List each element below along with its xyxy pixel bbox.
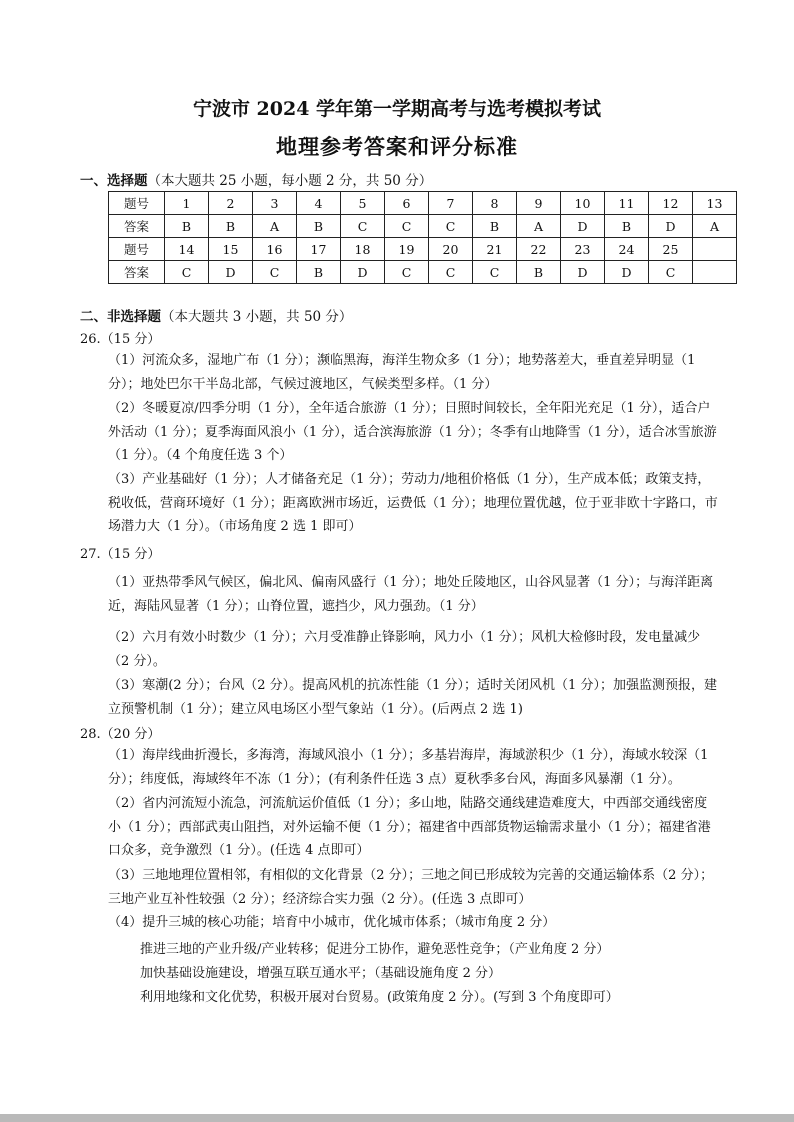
section2-note: （本大题共 3 小题，共 50 分） <box>161 309 353 325</box>
question-number-cell: 6 <box>385 192 429 215</box>
question-number-cell: 10 <box>561 192 605 215</box>
answer-cell: C <box>385 215 429 238</box>
answer-cell: B <box>517 261 561 284</box>
table-row-numbers-1 <box>109 192 737 215</box>
answer-cell: B <box>165 215 209 238</box>
section2-title: 二、非选择题 <box>80 309 161 325</box>
answer-cell: B <box>473 215 517 238</box>
empty-cell <box>693 238 737 261</box>
question-number-cell: 2 <box>209 192 253 215</box>
question-26-label: 26.（15 分） <box>80 332 161 347</box>
question-number-cell: 9 <box>517 192 561 215</box>
q28-answer-4-industry: 推进三地的产业升级/产业转移；促进分工协作，避免恶性竞争；（产业角度 2 分） <box>140 942 610 957</box>
q28-answer-3: （3）三地地理位置相邻，有相似的文化背景（2 分）；三地之间已形成较为完善的交通运输体系（2 分）；三地产业互补性较强（2 分）；经济综合实力强（2 分）。(任选 3 点即可） <box>108 868 714 907</box>
q27-answer-2: （2）六月有效小时数少（1 分）；六月受准静止锋影响，风力小（1 分）；风机大检修时段，发电量减少（2 分）。 <box>108 630 701 669</box>
q27-answer-3: （3）寒潮(2 分）；台风（2 分）。提高风机的抗冻性能（1 分）；适时关闭风机（1 分）；加强监测预报，建立预警机制（1 分）；建立风电场区小型气象站（1 分）。(后两点 2 选 1) <box>108 678 717 717</box>
answer-cell: D <box>649 215 693 238</box>
section1-note: （本大题共 25 小题，每小题 2 分，共 50 分） <box>147 173 433 189</box>
table-row-numbers-2 <box>109 238 737 261</box>
question-28-label: 28.（20 分） <box>80 727 161 742</box>
section1-title: 一、选择题 <box>80 173 148 189</box>
row-label-number: 题号 <box>109 238 165 261</box>
question-number-cell: 5 <box>341 192 385 215</box>
question-number-cell: 15 <box>209 238 253 261</box>
answer-cell: C <box>341 215 385 238</box>
question-number-cell: 7 <box>429 192 473 215</box>
question-number-cell: 13 <box>693 192 737 215</box>
answer-cell: A <box>517 215 561 238</box>
answer-cell: D <box>561 261 605 284</box>
answer-cell: A <box>693 215 737 238</box>
answer-cell: B <box>209 215 253 238</box>
section1-heading <box>80 169 432 189</box>
answer-cell: C <box>429 261 473 284</box>
q26-answer-1: （1）河流众多，湿地广布（1 分）；濒临黑海，海洋生物众多（1 分）；地势落差大，垂直差异明显（1 分）；地处巴尔干半岛北部，气候过渡地区，气候类型多样。（1 分） <box>108 353 696 392</box>
answer-cell: C <box>165 261 209 284</box>
exam-title: 宁波市 2024 学年第一学期高考与选考模拟考试 <box>192 98 602 120</box>
question-27-label: 27.（15 分） <box>80 547 161 562</box>
answer-cell: C <box>253 261 297 284</box>
q28-answer-2: （2）省内河流短小流急，河流航运价值低（1 分）；多山地，陆路交通线建造难度大，中西部交通线密度小（1 分）；西部武夷山阻挡，对外运输不便（1 分）；福建省中西部货物运输需求量小（1 分）；福建省港口众多，竞争激烈（1 分）。(任选 4 点即可） <box>108 796 711 858</box>
answer-cell: D <box>605 261 649 284</box>
multiple-choice-answer-table <box>108 191 737 284</box>
answer-cell: D <box>209 261 253 284</box>
question-number-cell: 20 <box>429 238 473 261</box>
question-number-cell: 14 <box>165 238 209 261</box>
answer-cell: C <box>429 215 473 238</box>
row-label-answer: 答案 <box>109 215 165 238</box>
question-number-cell: 3 <box>253 192 297 215</box>
question-number-cell: 8 <box>473 192 517 215</box>
question-number-cell: 24 <box>605 238 649 261</box>
q28-answer-4-infrastructure: 加快基础设施建设，增强互联互通水平；（基础设施角度 2 分） <box>140 966 502 981</box>
table-row-answers-2 <box>109 261 737 284</box>
question-number-cell: 18 <box>341 238 385 261</box>
question-number-cell: 22 <box>517 238 561 261</box>
question-number-cell: 19 <box>385 238 429 261</box>
answer-cell: A <box>253 215 297 238</box>
page-bottom-divider <box>0 1114 794 1122</box>
row-label-answer: 答案 <box>109 261 165 284</box>
section2-heading <box>80 305 352 325</box>
table-row-answers-1 <box>109 215 737 238</box>
q26-answer-2: （2）冬暖夏凉/四季分明（1 分），全年适合旅游（1 分）；日照时间较长，全年阳光充足（1 分），适合户外活动（1 分）；夏季海面风浪小（1 分），适合滨海旅游（1 分）；冬季有山地降雪（1 分），适合冰雪旅游（1 分）。（4 个角度任选 3 个） <box>108 401 717 463</box>
question-number-cell: 1 <box>165 192 209 215</box>
q28-answer-4: （4）提升三城的核心功能；培育中小城市，优化城市体系；（城市角度 2 分） <box>108 915 556 930</box>
question-number-cell: 4 <box>297 192 341 215</box>
q27-answer-1: （1）亚热带季风气候区，偏北风、偏南风盛行（1 分）；地处丘陵地区，山谷风显著（1 分）；与海洋距离近，海陆风显著（1 分）；山脊位置，遮挡少，风力强劲。（1 分） <box>108 575 714 614</box>
answer-cell: C <box>385 261 429 284</box>
question-number-cell: 21 <box>473 238 517 261</box>
answer-cell: B <box>605 215 649 238</box>
answer-cell: C <box>473 261 517 284</box>
answer-cell: C <box>649 261 693 284</box>
q26-answer-3: （3）产业基础好（1 分）；人才储备充足（1 分）；劳动力/地租价格低（1 分），生产成本低；政策支持，税收低，营商环境好（1 分）；距离欧洲市场近，运费低（1 分）；地理位置优越，位于亚非欧十字路口，市场潜力大（1 分）。（市场角度 2 选 1 即可） <box>108 472 718 534</box>
answer-cell: D <box>341 261 385 284</box>
empty-cell <box>693 261 737 284</box>
question-number-cell: 23 <box>561 238 605 261</box>
question-number-cell: 16 <box>253 238 297 261</box>
row-label-number: 题号 <box>109 192 165 215</box>
q28-answer-4-policy: 利用地缘和文化优势，积极开展对台贸易。(政策角度 2 分）。(写到 3 个角度即可） <box>140 990 619 1005</box>
question-number-cell: 17 <box>297 238 341 261</box>
q28-answer-1: （1）海岸线曲折漫长，多海湾，海域风浪小（1 分）；多基岩海岸，海域淤积少（1 分），海域水较深（1 分）；纬度低，海域终年不冻（1 分）；(有利条件任选 3 点）夏秋季多台风，海面多风暴潮（1 分）。 <box>108 748 709 787</box>
question-number-cell: 11 <box>605 192 649 215</box>
question-number-cell: 25 <box>649 238 693 261</box>
answer-cell: D <box>561 215 605 238</box>
answer-key-title: 地理参考答案和评分标准 <box>276 134 518 159</box>
answer-cell: B <box>297 215 341 238</box>
question-number-cell: 12 <box>649 192 693 215</box>
answer-cell: B <box>297 261 341 284</box>
